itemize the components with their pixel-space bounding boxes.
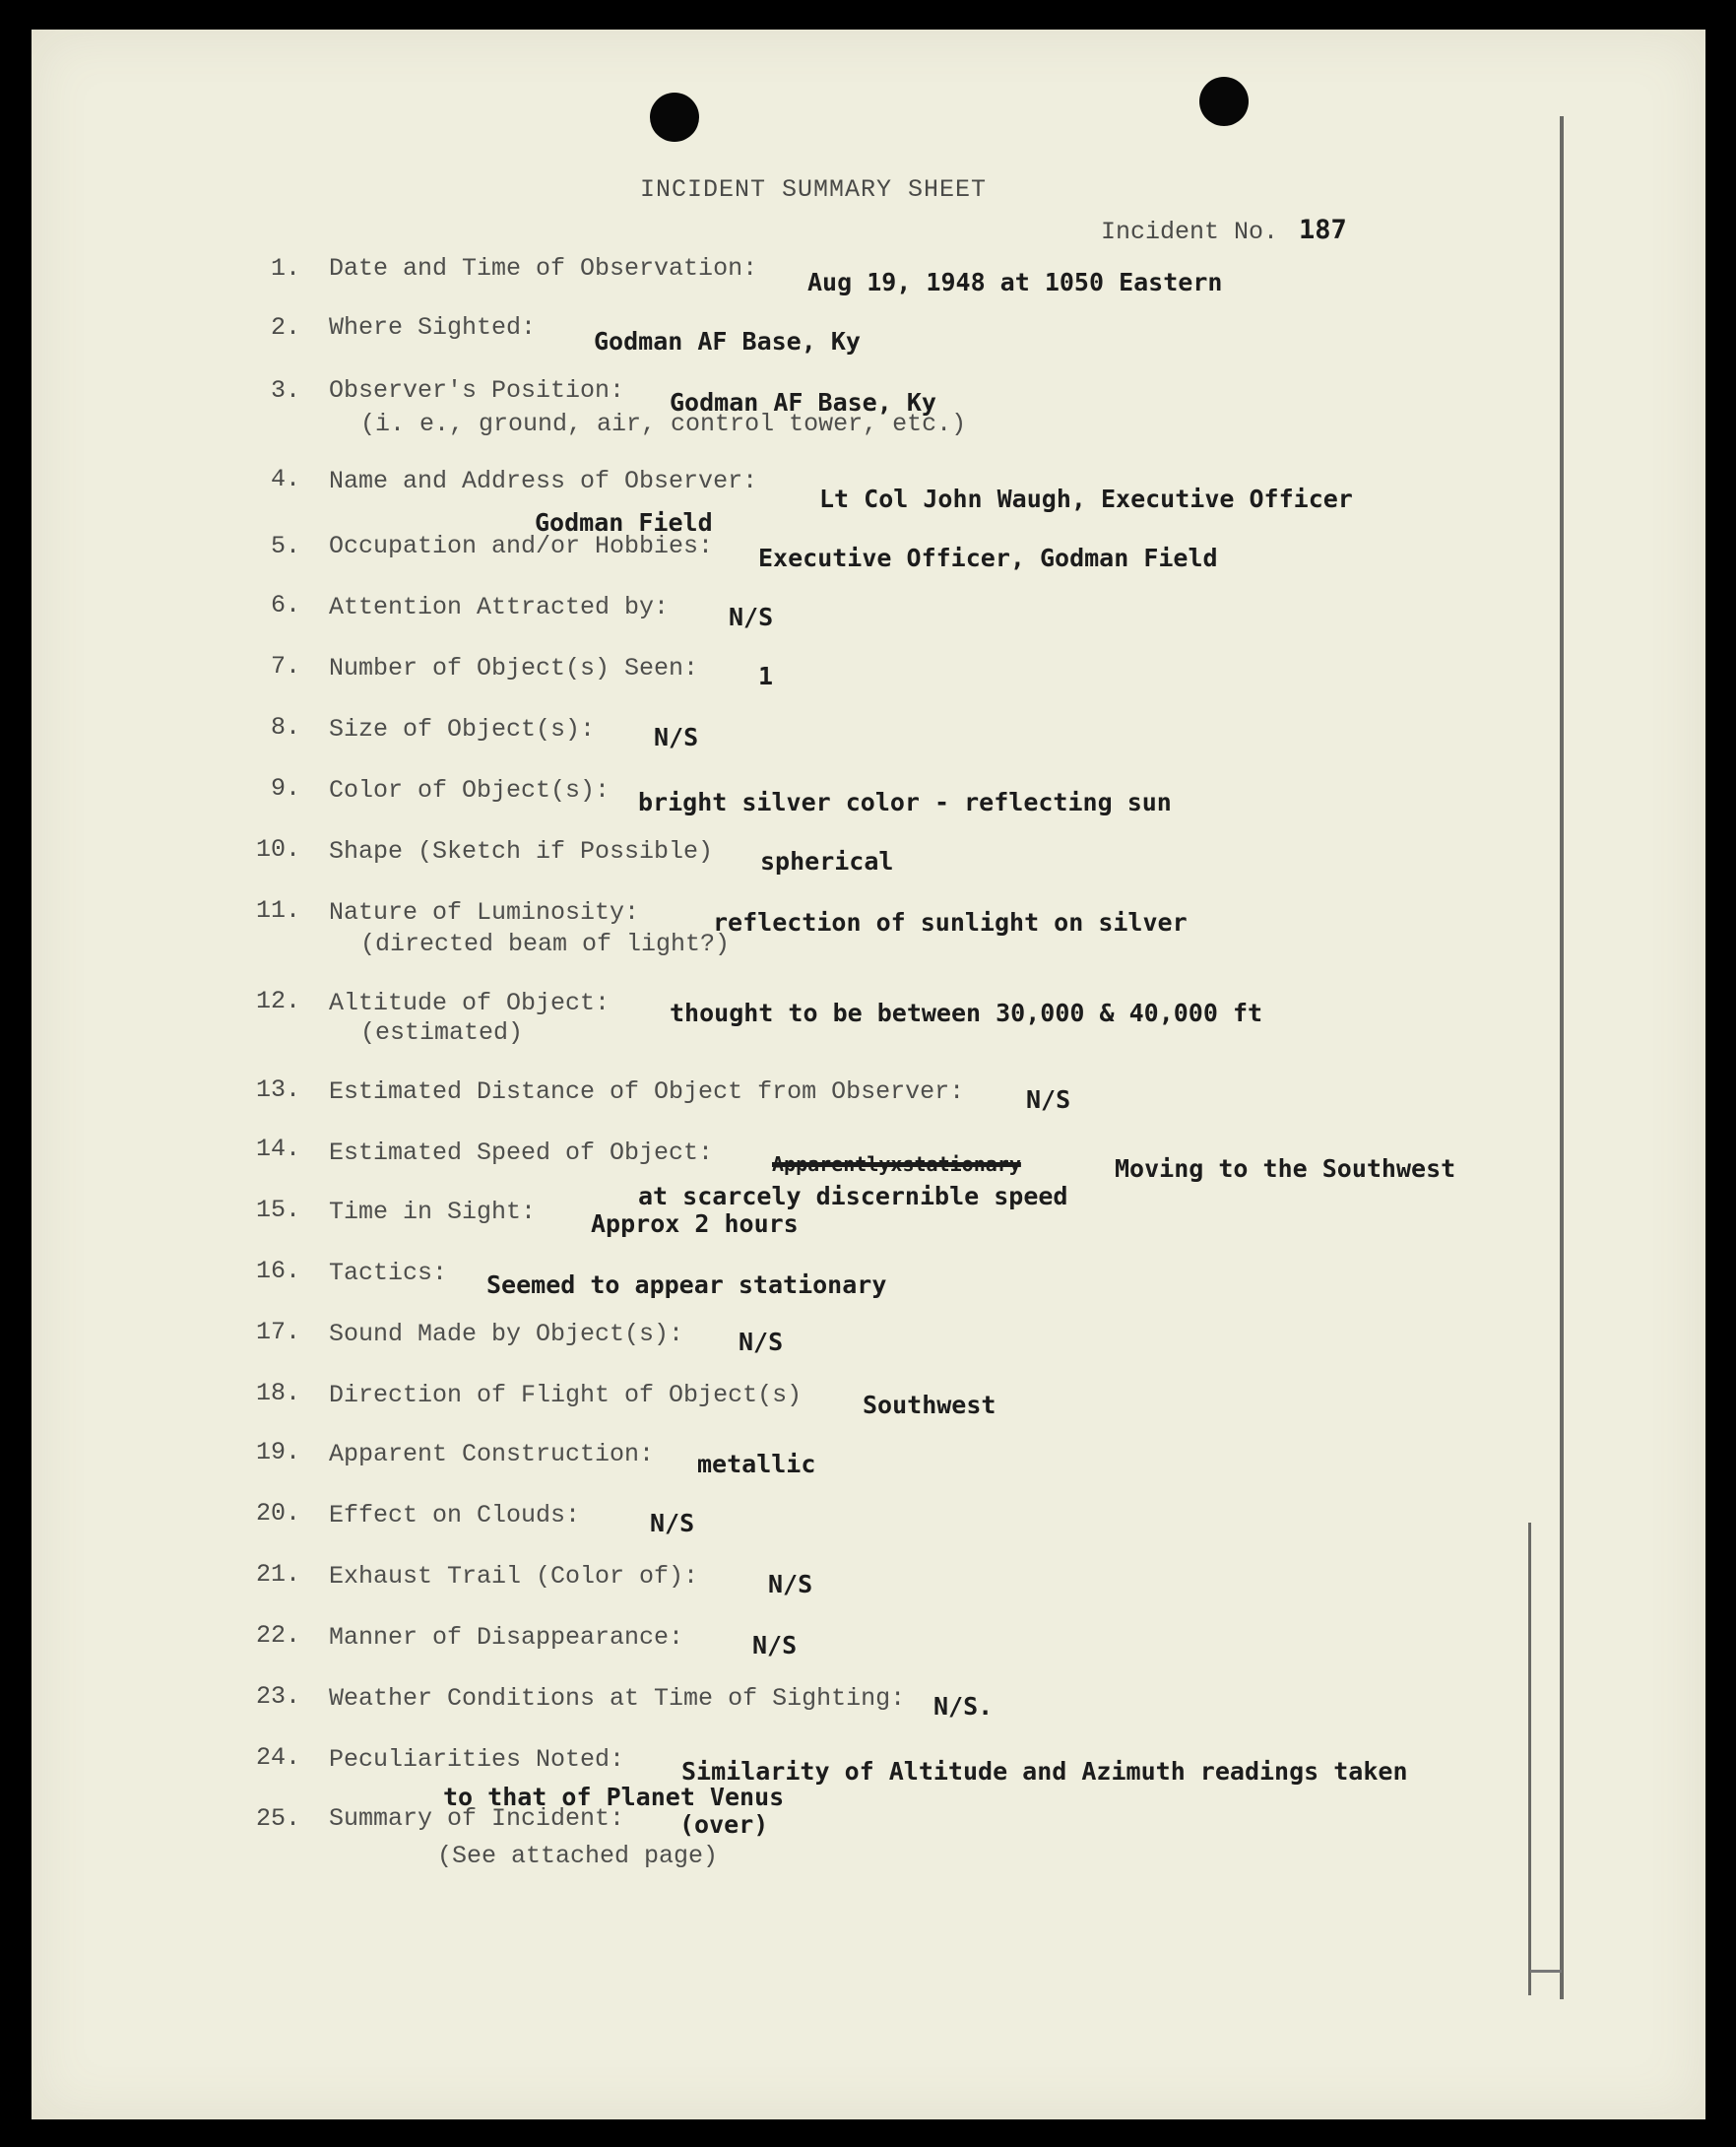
item-value: Moving to the Southwest [1115,1154,1456,1183]
item-label: Attention Attracted by: [329,593,670,621]
item-sublabel: (directed beam of light?) [360,930,731,958]
item-number: 6. [270,591,300,619]
item-value: Southwest [863,1391,997,1419]
item-label: Tactics: [329,1259,448,1287]
item-number: 22. [255,1621,300,1650]
item-value: spherical [760,847,894,876]
item-value: Godman AF Base, Ky [670,388,936,417]
item-label: Estimated Distance of Object from Observer: [329,1077,965,1106]
item-number: 23. [255,1682,300,1711]
item-label: Effect on Clouds: [329,1501,581,1529]
item-sublabel: (i. e., ground, air, control tower, etc.) [360,410,967,438]
item-number: 5. [270,532,300,560]
item-value: Seemed to appear stationary [486,1270,887,1299]
item-value: Lt Col John Waugh, Executive Officer [819,485,1353,513]
item-number: 2. [270,313,300,342]
edge-tick [1530,1970,1562,1973]
item-sublabel: (estimated) [360,1018,524,1047]
item-value: reflection of sunlight on silver [713,908,1188,937]
item-number: 20. [255,1499,300,1528]
struck-out-text: Apparentlyxstationary [772,1152,1021,1176]
item-value: Aug 19, 1948 at 1050 Eastern [807,268,1223,296]
item-number: 10. [255,835,300,864]
item-label: Occupation and/or Hobbies: [329,532,714,560]
item-value: N/S [739,1328,784,1356]
item-value: N/S [650,1509,695,1537]
item-label: Estimated Speed of Object: [329,1139,714,1167]
item-value: N/S [654,723,699,751]
item-number: 14. [255,1135,300,1163]
item-value: bright silver color - reflecting sun [638,788,1172,816]
item-number: 4. [270,465,300,493]
incident-number: 187 [1299,215,1347,245]
item-value: (over) [679,1810,769,1839]
item-label: Number of Object(s) Seen: [329,654,699,683]
item-value: metallic [697,1450,816,1478]
item-label: Where Sighted: [329,313,537,342]
item-label: Apparent Construction: [329,1440,655,1468]
item-label: Weather Conditions at Time of Sighting: [329,1684,906,1713]
item-value-continued: Godman Field [535,508,713,537]
item-label: Summary of Incident: [329,1804,625,1833]
item-value: Godman AF Base, Ky [594,327,861,356]
item-value: N/S [1026,1085,1071,1114]
item-number: 21. [255,1560,300,1589]
item-label: Date and Time of Observation: [329,254,758,283]
item-number: 8. [270,713,300,742]
document-heading: INCIDENT SUMMARY SHEET [640,175,988,204]
item-value: thought to be between 30,000 & 40,000 ft [670,999,1263,1027]
item-value: N/S [752,1631,798,1659]
item-number: 11. [255,896,300,925]
item-value: N/S [729,603,774,631]
item-number: 1. [270,254,300,283]
punch-hole-right [1199,77,1249,126]
item-label: Nature of Luminosity: [329,898,640,927]
item-value: Approx 2 hours [591,1209,799,1238]
item-number: 16. [255,1257,300,1285]
punch-hole-left [650,93,699,142]
item-number: 7. [270,652,300,681]
item-label: Altitude of Object: [329,989,611,1017]
item-number: 3. [270,376,300,405]
item-label: Color of Object(s): [329,776,611,805]
item-label: Direction of Flight of Object(s) [329,1381,803,1409]
item-label: Sound Made by Object(s): [329,1320,684,1348]
item-sublabel: (See attached page) [437,1842,719,1870]
item-label: Name and Address of Observer: [329,467,758,495]
item-label: Observer's Position: [329,376,625,405]
item-label: Time in Sight: [329,1198,537,1226]
item-value-continued: at scarcely discernible speed [638,1182,1068,1210]
item-number: 25. [255,1804,300,1833]
item-value: N/S. [933,1692,994,1721]
item-value: Similarity of Altitude and Azimuth readings taken [681,1757,1408,1786]
item-value-continued: to that of Planet Venus [443,1783,785,1811]
item-label: Size of Object(s): [329,715,596,744]
item-label: Exhaust Trail (Color of): [329,1562,699,1591]
item-value: Executive Officer, Godman Field [758,544,1218,572]
item-value: N/S [768,1570,813,1598]
incident-label: Incident No. [1101,218,1279,246]
item-label: Shape (Sketch if Possible) [329,837,714,866]
item-label: Peculiarities Noted: [329,1745,625,1774]
item-number: 24. [255,1743,300,1772]
item-number: 9. [270,774,300,803]
item-value: 1 [758,662,774,690]
item-number: 15. [255,1196,300,1224]
item-number: 17. [255,1318,300,1346]
item-number: 18. [255,1379,300,1407]
item-number: 13. [255,1075,300,1104]
incident-number-field [1101,215,1347,246]
item-number: 19. [255,1438,300,1466]
item-label: Manner of Disappearance: [329,1623,684,1652]
item-number: 12. [255,987,300,1015]
right-edge-line [1560,116,1564,1999]
inner-edge-line [1528,1523,1531,1995]
